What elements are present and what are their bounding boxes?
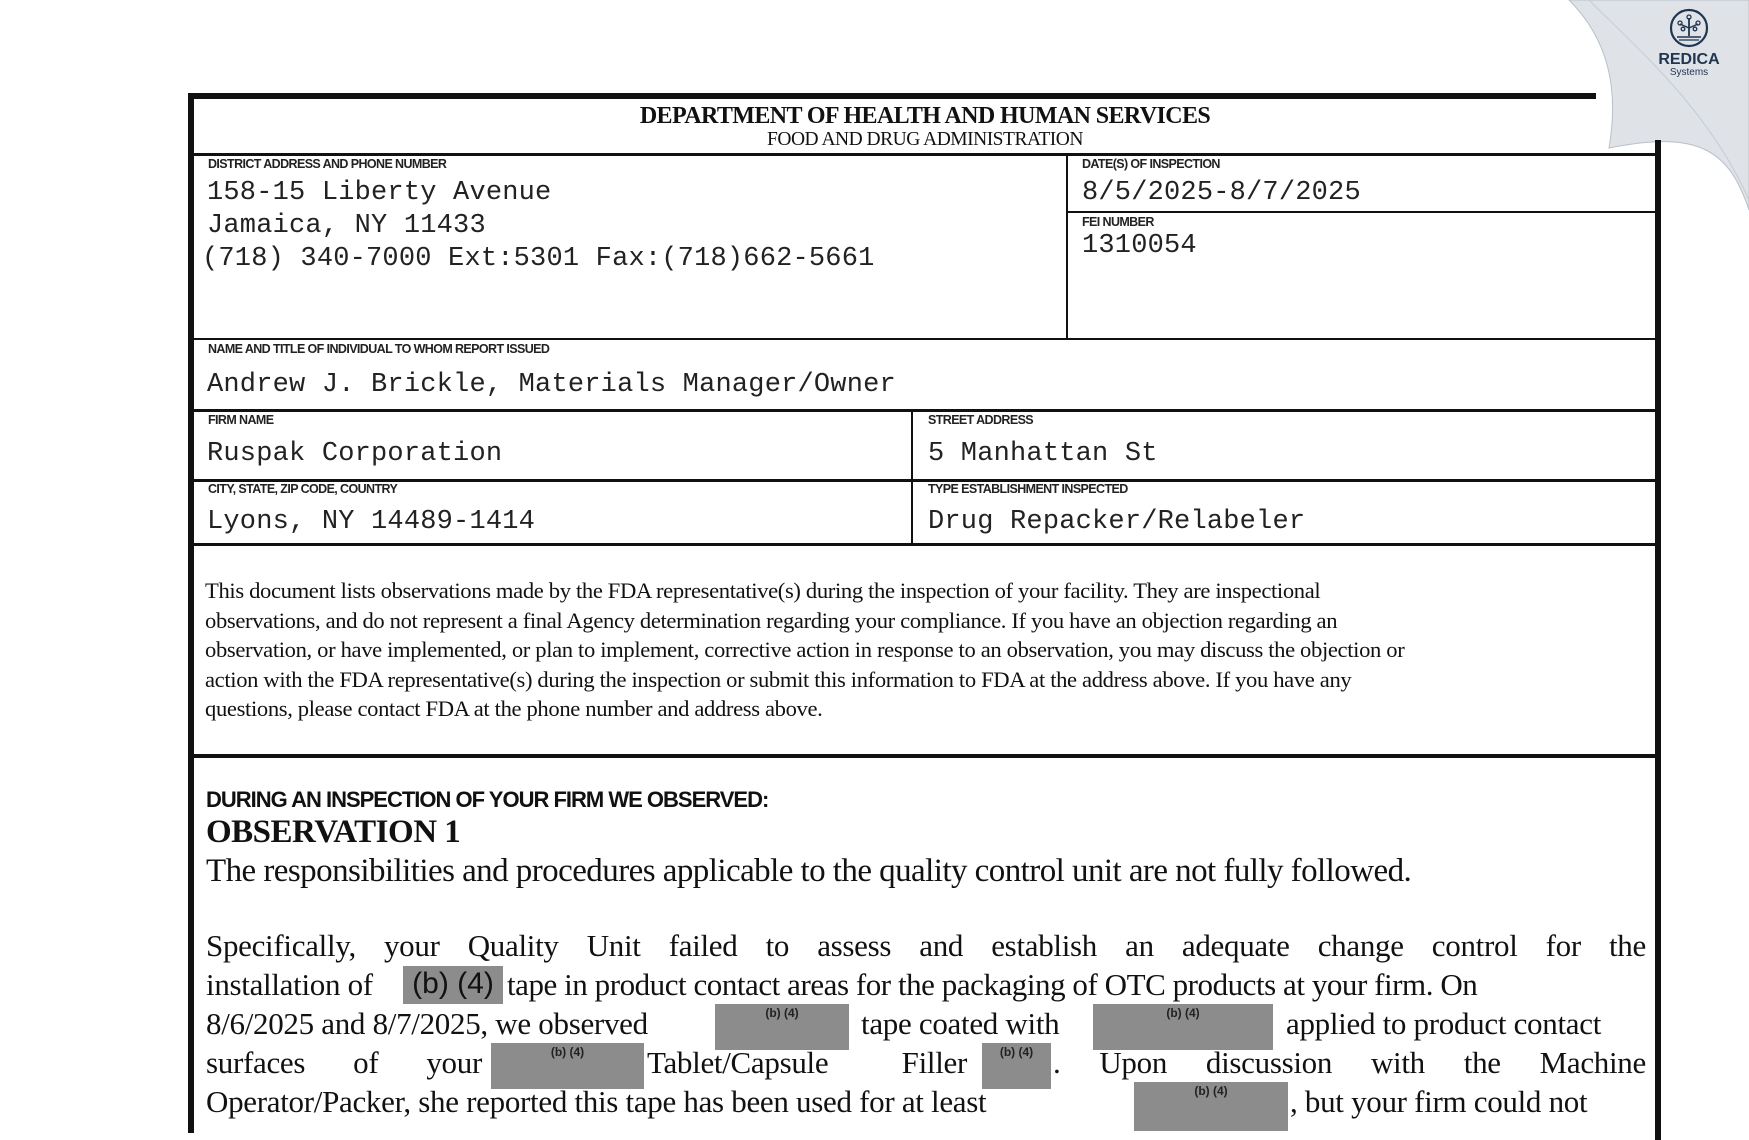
street-address-value: 5 Manhattan St — [928, 439, 1158, 469]
redaction-box: (b) (4) — [1134, 1082, 1288, 1131]
establishment-type-label: TYPE ESTABLISHMENT INSPECTED — [928, 482, 1128, 496]
notice-line: questions, please contact FDA at the phone number and address above. — [205, 696, 823, 722]
redaction-box: (b) (4) — [403, 966, 503, 1004]
observation-detail-line-3-b: tape coated with — [861, 1006, 1060, 1041]
redica-logo — [1649, 8, 1729, 78]
establishment-type-value: Drug Repacker/Relabeler — [928, 507, 1306, 537]
fei-label: FEI NUMBER — [1082, 215, 1154, 229]
observation-detail-line-4-a: surfaces of your — [206, 1045, 482, 1080]
redaction-box: (b) (4) — [982, 1043, 1051, 1089]
district-line1: 158-15 Liberty Avenue — [207, 178, 552, 208]
firm-name-label: FIRM NAME — [208, 413, 274, 427]
inspection-dates-label: DATE(S) OF INSPECTION — [1082, 157, 1220, 171]
district-phone: (718) 340-7000 Ext:5301 Fax:(718)662-5661 — [202, 244, 875, 274]
observation-detail-line-4-b: Tablet/Capsule Filler — [647, 1045, 967, 1080]
redica-sub: Systems — [1669, 67, 1709, 78]
agency-title: FOOD AND DRUG ADMINISTRATION — [767, 129, 1083, 150]
observation-title: OBSERVATION 1 — [206, 814, 461, 850]
firm-name-value: Ruspak Corporation — [207, 439, 503, 469]
tree-logo-icon — [1669, 8, 1709, 48]
recipient-value: Andrew J. Brickle, Materials Manager/Owner — [207, 370, 896, 400]
district-line2: Jamaica, NY 11433 — [207, 211, 486, 241]
observation-detail-line-4-c: . Upon discussion with the Machine — [1053, 1045, 1646, 1080]
city-value: Lyons, NY 14489-1414 — [207, 507, 536, 537]
observation-detail-line-3-c: applied to product contact — [1286, 1006, 1602, 1041]
redaction-box: (b) (4) — [491, 1043, 644, 1089]
observations-intro: DURING AN INSPECTION OF YOUR FIRM WE OBSERVED: — [206, 787, 769, 812]
notice-paragraph — [205, 576, 1645, 724]
redaction-box: (b) (4) — [715, 1004, 849, 1050]
notice-line: This document lists observations made by the FDA representative(s) during the inspection of your facility. They are inspectional — [205, 578, 1321, 603]
redica-brand: REDICA — [1658, 51, 1720, 68]
district-label: DISTRICT ADDRESS AND PHONE NUMBER — [208, 157, 447, 171]
observation-detail-line-2-b: tape in product contact areas for the packaging of OTC products at your firm. On — [507, 967, 1478, 1002]
notice-line: observations, and do not represent a final Agency determination regarding your compliance. If you have an objection regarding an — [205, 607, 1338, 633]
department-title: DEPARTMENT OF HEALTH AND HUMAN SERVICES — [639, 103, 1211, 129]
observation-detail-line-3-a: 8/6/2025 and 8/7/2025, we observed — [206, 1006, 648, 1041]
observation-detail-line-2-a: installation of — [206, 967, 373, 1002]
fei-value: 1310054 — [1082, 231, 1197, 261]
observation-detail-line-5-a: Operator/Packer, she reported this tape has been used for at least — [206, 1084, 987, 1119]
notice-line: observation, or have implemented, or plan to implement, corrective action in response to an observation, you may discuss the objection or — [205, 637, 1405, 663]
notice-line: action with the FDA representative(s) during the inspection or submit this information to FDA at the address above. If you have any — [205, 666, 1352, 692]
observation-detail-line-5-b: , but your firm could not — [1290, 1084, 1588, 1119]
inspection-dates-value: 8/5/2025-8/7/2025 — [1082, 178, 1361, 208]
observation-summary: The responsibilities and procedures applicable to the quality control unit are not fully followed. — [206, 853, 1412, 889]
recipient-label: NAME AND TITLE OF INDIVIDUAL TO WHOM REPORT ISSUED — [208, 342, 550, 356]
observation-detail-line-1: Specifically, your Quality Unit failed to assess and establish an adequate change control for the — [206, 928, 1646, 963]
redaction-box: (b) (4) — [1093, 1004, 1273, 1050]
city-label: CITY, STATE, ZIP CODE, COUNTRY — [208, 482, 398, 496]
street-address-label: STREET ADDRESS — [928, 413, 1034, 427]
